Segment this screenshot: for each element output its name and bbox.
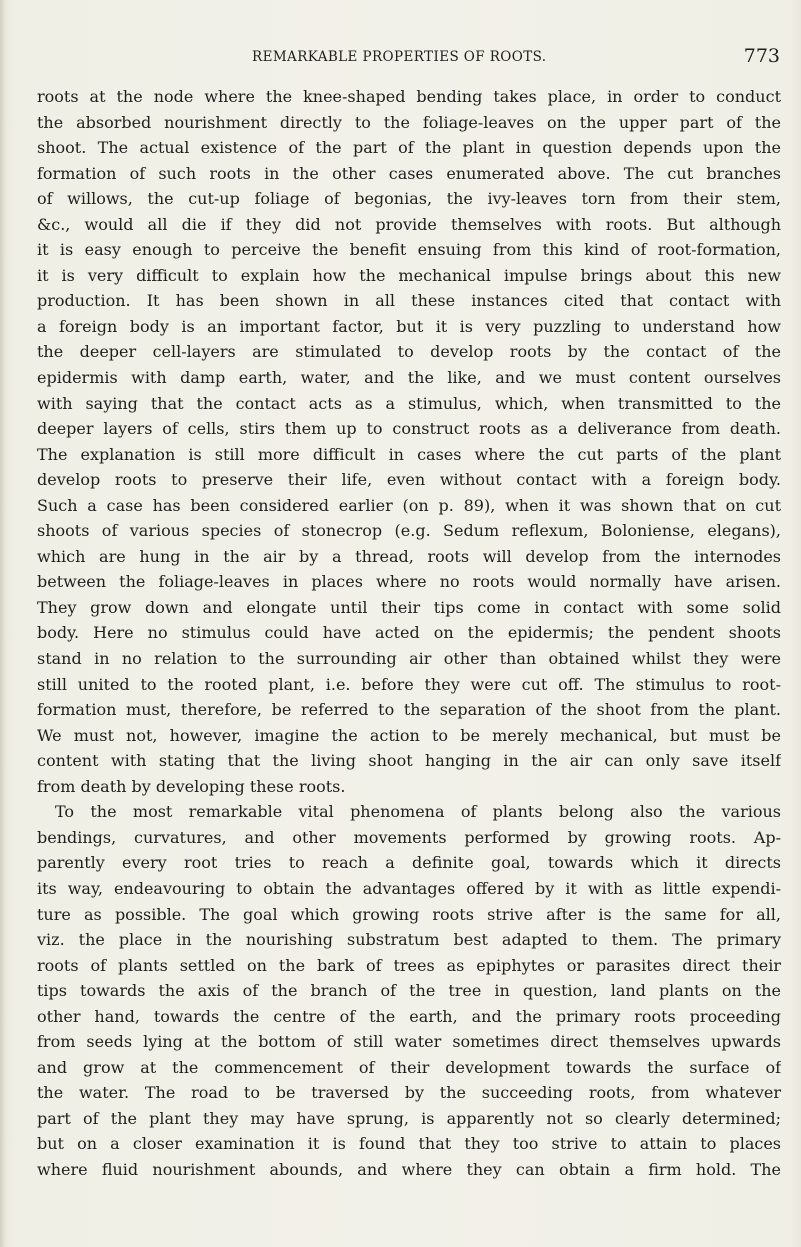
- text-line: We must not, however, imagine the action to be merely mechanical, but must be: [37, 725, 781, 745]
- text-line: roots of plants settled on the bark of trees as epiphytes or parasites direct their: [37, 955, 781, 975]
- text-line: &c., would all die if they did not provide themselves with roots. But although: [37, 214, 781, 234]
- text-line: viz. the place in the nourishing substratum best adapted to them. The primary: [37, 930, 781, 950]
- text-line: where fluid nourishment abounds, and where they can obtain a firm hold. The: [37, 1159, 781, 1179]
- text-line: which are hung in the air by a thread, roots will develop from the internodes: [37, 546, 781, 566]
- text-line: formation of such roots in the other cases enumerated above. The cut branches: [37, 163, 781, 183]
- text-line: its way, endeavouring to obtain the advantages offered by it with as little expendi-: [37, 878, 781, 898]
- text-line: but on a closer examination it is found that they too strive to attain to places: [37, 1134, 781, 1154]
- text-line: tips towards the axis of the branch of the tree in question, land plants on the: [37, 981, 781, 1001]
- text-line: parently every root tries to reach a definite goal, towards which it directs: [37, 853, 781, 873]
- text-line: To the most remarkable vital phenomena of plants belong also the various: [55, 802, 781, 822]
- text-line: other hand, towards the centre of the earth, and the primary roots proceeding: [37, 1006, 781, 1026]
- text-line: formation must, therefore, be referred to the separation of the shoot from the plant.: [37, 700, 781, 720]
- text-line: it is easy enough to perceive the benefit ensuing from this kind of root-formation,: [37, 240, 781, 260]
- text-line: the absorbed nourishment directly to the foliage-leaves on the upper part of the: [37, 112, 781, 132]
- text-line: Such a case has been considered earlier (on p. 89), when it was shown that on cut: [37, 495, 781, 515]
- text-line: the deeper cell-layers are stimulated to develop roots by the contact of the: [37, 342, 781, 362]
- text-line: roots at the node where the knee-shaped bending takes place, in order to conduct: [37, 87, 781, 106]
- binding-shadow: [0, 0, 6, 1247]
- text-line: it is very difficult to explain how the mechanical impulse brings about this new: [37, 265, 781, 285]
- running-head: [0, 46, 801, 68]
- text-line: content with stating that the living shoot hanging in the air can only save itself: [37, 751, 781, 771]
- text-line: with saying that the contact acts as a stimulus, which, when transmitted to the: [37, 393, 781, 413]
- text-line: of willows, the cut-up foliage of begonias, the ivy-leaves torn from their stem,: [37, 189, 781, 209]
- text-line: develop roots to preserve their life, even without contact with a foreign body.: [37, 470, 781, 490]
- text-line: and grow at the commencement of their development towards the surface of: [37, 1057, 781, 1077]
- text-line: epidermis with damp earth, water, and the like, and we must content ourselves: [37, 368, 781, 388]
- page-number: 773: [743, 45, 780, 67]
- text-line: ture as possible. The goal which growing roots strive after is the same for all,: [37, 904, 781, 924]
- text-line: part of the plant they may have sprung, is apparently not so clearly determined;: [37, 1108, 781, 1128]
- text-line: a foreign body is an important factor, but it is very puzzling to understand how: [37, 316, 781, 336]
- text-line: production. It has been shown in all these instances cited that contact with: [37, 291, 781, 311]
- text-line: from seeds lying at the bottom of still water sometimes direct themselves upwards: [37, 1032, 781, 1052]
- text-line: deeper layers of cells, stirs them up to construct roots as a deliverance from death.: [37, 419, 781, 439]
- text-line: They grow down and elongate until their tips come in contact with some solid: [37, 597, 781, 617]
- text-line: still united to the rooted plant, i.e. before they were cut off. The stimulus to root-: [37, 674, 781, 694]
- text-line: shoots of various species of stonecrop (e.g. Sedum reflexum, Boloniense, elegans),: [37, 521, 781, 541]
- text-line: shoot. The actual existence of the part of the plant in question depends upon the: [37, 138, 781, 158]
- text-line: between the foliage-leaves in places where no roots would normally have arisen.: [37, 572, 781, 592]
- body-text: [37, 84, 781, 1183]
- text-line: the water. The road to be traversed by the succeeding roots, from whatever: [37, 1083, 781, 1103]
- text-line: body. Here no stimulus could have acted on the epidermis; the pendent shoots: [37, 623, 781, 643]
- text-line: from death by developing these roots.: [37, 776, 346, 796]
- text-line: bendings, curvatures, and other movements performed by growing roots. Ap-: [37, 827, 781, 847]
- text-line: The explanation is still more difficult in cases where the cut parts of the plant: [37, 444, 781, 464]
- running-head-title: REMARKABLE PROPERTIES OF ROOTS.: [252, 49, 547, 65]
- text-line: stand in no relation to the surrounding air other than obtained whilst they were: [37, 649, 781, 669]
